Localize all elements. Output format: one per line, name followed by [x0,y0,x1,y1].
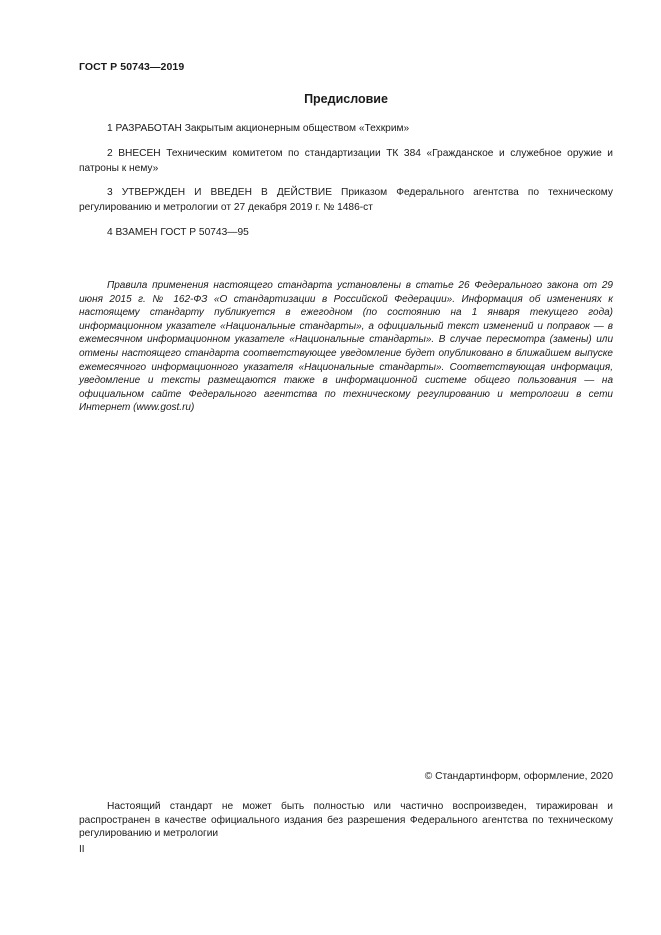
foreword-item-developed: 1 РАЗРАБОТАН Закрытым акционерным обществом «Техкрим» [107,123,410,134]
reproduction-notice: Настоящий стандарт не может быть полностью или частично воспроизведен, тиражирован и распространен в качестве официального издания без разрешения Федерального агентства по техническому регулированию и метрологии [79,801,613,840]
foreword-item-introduced: 2 ВНЕСЕН Техническим комитетом по стандартизации ТК 384 «Гражданское и служебное оружие и патроны к нему» [79,148,613,174]
page-number: II [79,844,85,855]
copyright-notice: © Стандартинформ, оформление, 2020 [424,771,613,782]
document-code: ГОСТ Р 50743—2019 [79,61,185,73]
page-title: Предисловие [304,92,388,106]
foreword-item-approved: 3 УТВЕРЖДЕН И ВВЕДЕН В ДЕЙСТВИЕ Приказом Федерального агентства по техническому регулированию и метрологии от 27 декабря 2019 г. № 1486-ст [79,187,613,213]
application-rules-note: Правила применения настоящего стандарта установлены в статье 26 Федерального закона от 29 июня 2015 г. № 162-ФЗ «О стандартизации в Российской Федерации». Информация об изменениях к настоящему стандарту публикуется в ежегодном (по состоянию на 1 января текущего года) информационном указателе «Национальные стандарты», а официальный текст изменений и поправок — в ежемесячном информационном указателе «Национальные стандарты». В случае пересмотра (замены) или отмены настоящего стандарта соответствующее уведомление будет опубликовано в ближайшем выпуске ежемесячного информационного указателя «Национальные стандарты». Соответствующая информация, уведомление и тексты размещаются также в информационной системе общего пользования — на официальном сайте Федерального агентства по техническому регулированию и метрологии в сети Интернет (www.gost.ru) [79,280,613,414]
foreword-item-replaces: 4 ВЗАМЕН ГОСТ Р 50743—95 [107,227,249,238]
